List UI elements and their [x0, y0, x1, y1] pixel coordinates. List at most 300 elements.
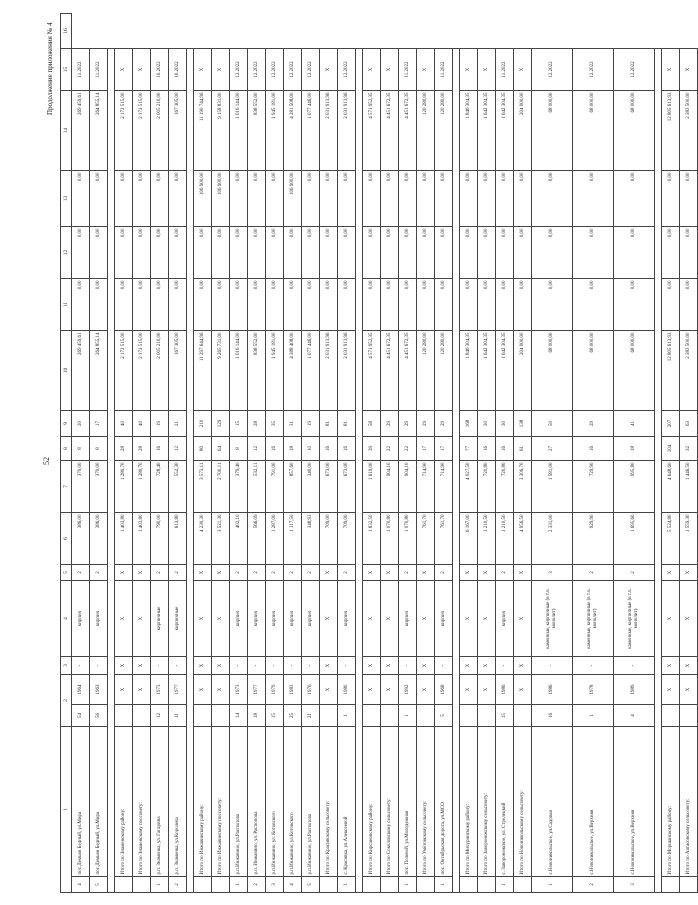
table-cell	[460, 705, 478, 727]
table-cell: -	[399, 657, 417, 675]
table-cell	[460, 877, 478, 893]
table-cell: 12.2022	[230, 49, 248, 91]
table-cell: X	[381, 565, 399, 581]
table-cell: 106 900,00	[212, 171, 230, 227]
table-cell: 8	[230, 437, 248, 461]
table-cell: р.п.Инжавино, ул.Распопова	[230, 727, 248, 877]
table-cell: X	[514, 581, 532, 657]
table-cell: 1978	[573, 675, 614, 705]
table-cell: 1 280,70	[133, 461, 151, 513]
table-cell: -	[266, 657, 284, 675]
table-cell: X	[662, 657, 680, 675]
table-cell: 0,00	[248, 279, 266, 331]
table-cell: кирпичные	[151, 581, 169, 657]
table-cell: X	[133, 657, 151, 675]
subtotal-row	[478, 14, 496, 893]
table-cell: 8	[72, 437, 90, 461]
table-cell: кирпич	[72, 581, 90, 657]
header-cell: 7	[61, 461, 72, 513]
table-cell: 12.2022	[532, 49, 573, 91]
table-cell: 370,00	[90, 461, 108, 513]
table-cell: 56	[90, 705, 108, 727]
table-cell: 3	[266, 877, 284, 893]
table-cell: 1986	[532, 675, 573, 705]
table-cell: 4 451 672,35	[381, 91, 399, 171]
table-cell: 0,00	[266, 227, 284, 279]
table-cell: 0,00	[133, 171, 151, 227]
table-cell: 12	[248, 437, 266, 461]
table-cell: 0,00	[266, 279, 284, 331]
table-cell: 1980	[338, 675, 356, 705]
table-cell: р.п.Инжавино, ул.Котовского	[284, 727, 302, 877]
table-cell	[381, 705, 399, 727]
table-cell: 0,00	[478, 171, 496, 227]
table-cell: 720,80	[496, 461, 514, 513]
table-cell: 68 000,00	[532, 331, 573, 411]
table-cell: 0,00	[460, 227, 478, 279]
table-cell: р.п.Инжавино, ул.Распопова	[302, 727, 320, 877]
table-cell: 2 172 515,00	[115, 91, 133, 171]
table-cell: X	[194, 565, 212, 581]
table-cell: 2	[72, 565, 90, 581]
table-cell: 0,00	[302, 279, 320, 331]
table-cell: 0,00	[194, 227, 212, 279]
table-cell: 4 451 672,35	[399, 91, 417, 171]
table-cell: 2 031 913,96	[338, 331, 356, 411]
header-cell: 2	[61, 675, 72, 727]
table-cell: 0,00	[212, 227, 230, 279]
table-cell	[133, 705, 151, 727]
column-number-row	[61, 14, 72, 893]
table-cell: 2	[169, 877, 187, 893]
table-cell: 5	[435, 705, 453, 727]
table-cell: 761,70	[435, 513, 453, 565]
table-cell: X	[680, 581, 698, 657]
table-cell	[514, 705, 532, 727]
table-cell: 0,00	[532, 227, 573, 279]
table-cell: 3 521,30	[212, 513, 230, 565]
table-cell: 1 070,80	[381, 513, 399, 565]
table-cell: X	[417, 565, 435, 581]
table-cell: 995,80	[614, 461, 655, 513]
spacer-row	[356, 14, 363, 893]
table-cell: кирпич	[496, 581, 514, 657]
table-row	[169, 14, 187, 893]
table-cell: 1963	[90, 675, 108, 705]
table-cell: 2	[266, 565, 284, 581]
table-cell: 3 573,11	[194, 461, 212, 513]
table-cell: 3 306,70	[514, 461, 532, 513]
table-row	[399, 14, 417, 893]
table-cell: Итого по Заворонежскому сельсовету:	[478, 727, 496, 877]
table-cell: 77	[460, 437, 478, 461]
table-cell: 68 000,00	[573, 91, 614, 171]
header-cell: 10	[61, 331, 72, 411]
table-cell: 714,90	[417, 461, 435, 513]
table-cell: с.Новоникольское, ул.Верхняя	[614, 727, 655, 877]
table-cell: X	[662, 49, 680, 91]
table-cell: 29	[573, 411, 614, 437]
table-cell: X	[460, 49, 478, 91]
table-cell: 791,00	[266, 461, 284, 513]
table-cell: 720,80	[478, 461, 496, 513]
table-cell: X	[363, 657, 381, 675]
table-cell: X	[212, 581, 230, 657]
table-cell: кирпич	[435, 581, 453, 657]
table-cell: кирпич	[90, 581, 108, 657]
table-cell: кирпич	[230, 581, 248, 657]
table-row	[230, 14, 248, 893]
table-cell: 0,00	[266, 171, 284, 227]
table-cell: 28	[248, 411, 266, 437]
table-cell: 11.2022	[72, 49, 90, 91]
table-cell: -	[169, 657, 187, 675]
table-cell: 1	[230, 877, 248, 893]
table-cell: X	[514, 675, 532, 705]
table-cell: 0,00	[662, 227, 680, 279]
table-cell: 32	[680, 437, 698, 461]
table-cell: 106 900,00	[284, 171, 302, 227]
table-cell: 0,00	[320, 227, 338, 279]
table-row	[151, 14, 169, 893]
table-cell: X	[212, 675, 230, 705]
table-cell: 729,90	[573, 461, 614, 513]
spacer-row	[187, 14, 194, 893]
spacer-cell	[356, 49, 363, 893]
table-cell: 386,00	[72, 513, 90, 565]
table-cell: 0,00	[399, 171, 417, 227]
table-cell: 0,00	[435, 279, 453, 331]
table-cell: 0,00	[662, 279, 680, 331]
appendix-caption: Продолжение приложения № 4	[46, 22, 54, 115]
table-cell: X	[514, 657, 532, 675]
table-cell: X	[662, 675, 680, 705]
table-cell: 1 846 304,35	[460, 91, 478, 171]
table-cell: Итого по Мичуринскому району:	[460, 727, 478, 877]
header-cell: 9	[61, 411, 72, 437]
table-cell: 27	[532, 437, 573, 461]
table-cell: Итого по Моршанскому району:	[662, 727, 680, 877]
table-cell: X	[460, 657, 478, 675]
table-cell: 12.2022	[614, 49, 655, 91]
spacer-row	[655, 14, 662, 893]
table-cell	[478, 705, 496, 727]
table-cell	[662, 705, 680, 727]
table-cell: 1	[338, 705, 356, 727]
table-cell	[417, 705, 435, 727]
table-cell: 2	[573, 565, 614, 581]
table-cell: 2 700,11	[212, 461, 230, 513]
table-cell: Итого по Знаменскому району:	[115, 727, 133, 877]
table-cell: 16	[573, 437, 614, 461]
table-cell	[417, 877, 435, 893]
table-cell: 1 619,00	[363, 461, 381, 513]
table-cell: 1 945 181,00	[266, 91, 284, 171]
table-cell: 0,00	[478, 279, 496, 331]
table-cell: 16	[496, 437, 514, 461]
spacer-cell	[187, 49, 194, 893]
spacer-cell	[655, 49, 662, 893]
table-cell: 0,00	[363, 227, 381, 279]
table-cell: X	[417, 581, 435, 657]
table-cell: 18	[248, 705, 266, 727]
table-cell: 18	[614, 437, 655, 461]
table-cell: 210	[194, 411, 212, 437]
table-cell: 10.2022	[151, 49, 169, 91]
table-cell: кирпич	[284, 581, 302, 657]
table-cell: 1 016 144,00	[230, 91, 248, 171]
table-cell: 0,00	[72, 227, 90, 279]
table-cell: X	[514, 565, 532, 581]
table-cell: 2 172 515,00	[133, 331, 151, 411]
table-cell: 0,00	[169, 171, 187, 227]
table-cell: 4 571 952,35	[363, 331, 381, 411]
table-cell: 25	[284, 705, 302, 727]
table-cell: пос.Демьян Бедный, ул.Мира	[90, 727, 108, 877]
table-cell: 0,00	[381, 171, 399, 227]
table-cell: 10.2022	[169, 49, 187, 91]
table-cell: 0,00	[417, 227, 435, 279]
table-cell	[478, 877, 496, 893]
table-cell: X	[662, 565, 680, 581]
table-cell: 2	[230, 565, 248, 581]
table-cell: кирпич	[399, 581, 417, 657]
table-cell: 29	[435, 411, 453, 437]
table-cell: -	[248, 657, 266, 675]
table-cell	[514, 877, 532, 893]
table-cell: 0,00	[363, 171, 381, 227]
table-cell: 39	[363, 437, 381, 461]
table-cell: кирпич	[248, 581, 266, 657]
table-cell: X	[478, 675, 496, 705]
table-cell: 4	[614, 705, 655, 727]
table-cell: X	[460, 581, 478, 657]
table-cell: 0,00	[399, 227, 417, 279]
table-cell: 28	[133, 437, 151, 461]
table-cell: кирпич	[302, 581, 320, 657]
table-cell	[680, 705, 698, 727]
table-cell: 4 388 408,00	[284, 331, 302, 411]
table-cell: 2 383 500,00	[680, 331, 698, 411]
table-cell: 0,00	[230, 279, 248, 331]
header-cell: 8	[61, 437, 72, 461]
table-cell: 348,93	[302, 513, 320, 565]
table-cell: Итого по Красивскому сельсовету:	[320, 727, 338, 877]
table-cell: 12.2022	[284, 49, 302, 91]
table-cell: 0,00	[573, 279, 614, 331]
table-cell: -	[573, 657, 614, 675]
table-cell: 21	[302, 705, 320, 727]
table-cell: каменные, кирпичные (в т.ч. монолит)	[573, 581, 614, 657]
table-cell: 0,00	[212, 279, 230, 331]
table-cell: -	[151, 657, 169, 675]
table-cell: 673,00	[338, 461, 356, 513]
table-cell: -	[302, 657, 320, 675]
table-cell: Итого по Инжавинскому району:	[194, 727, 212, 877]
table-cell: с.Новоникольское, ул.Садовая	[532, 727, 573, 877]
table-cell: 5	[302, 877, 320, 893]
table-cell: 0,00	[460, 171, 478, 227]
table-cell: 0,00	[302, 171, 320, 227]
table-cell: 15	[230, 411, 248, 437]
table-cell: Итого по Соколовскому сельсовету:	[381, 727, 399, 877]
table-cell: 120 280,00	[417, 91, 435, 171]
subtotal-row	[460, 14, 478, 893]
table-cell: 1 832,50	[363, 513, 381, 565]
table-cell: 19	[302, 411, 320, 437]
table-cell: каменные, кирпичные (в т.ч. монолит)	[614, 581, 655, 657]
table-cell: р.п. Знаменка, ул. Гагарина	[151, 727, 169, 877]
table-cell: X	[460, 565, 478, 581]
spacer-row	[453, 14, 460, 893]
table-row	[614, 14, 655, 893]
table-cell: 22	[381, 437, 399, 461]
subtotal-row	[133, 14, 151, 893]
table-cell: 1	[496, 877, 514, 893]
table-cell: 0,00	[338, 227, 356, 279]
table-cell: 17	[90, 411, 108, 437]
table-cell: 4 451 672,35	[381, 331, 399, 411]
table-cell: 790,00	[151, 513, 169, 565]
table-cell: пос. Октябрьская дорога, ул.МСО	[435, 727, 453, 877]
table-cell: 21	[169, 411, 187, 437]
table-cell: 0,00	[496, 279, 514, 331]
table-cell: 0,00	[399, 279, 417, 331]
table-cell: 9 265 731,00	[212, 331, 230, 411]
table-cell: 58	[363, 411, 381, 437]
header-cell: 14	[61, 91, 72, 171]
table-cell: 16	[532, 705, 573, 727]
table-cell: X	[320, 675, 338, 705]
table-cell: 2	[151, 565, 169, 581]
table-cell: 0,00	[72, 171, 90, 227]
table-cell: 204 000,00	[514, 91, 532, 171]
table-cell: 370,00	[72, 461, 90, 513]
table-cell: 9 158 831,00	[212, 91, 230, 171]
table-cell: 20	[72, 411, 90, 437]
table-cell: 1973	[151, 675, 169, 705]
table-cell: X	[381, 49, 399, 91]
table-cell: 63	[680, 411, 698, 437]
table-cell: 0,00	[115, 171, 133, 227]
table-cell: 167 305,00	[169, 331, 187, 411]
table-cell: -	[90, 657, 108, 675]
table-cell: 0,00	[417, 171, 435, 227]
table-cell: 68 000,00	[614, 91, 655, 171]
table-cell: 379,40	[230, 461, 248, 513]
table-cell: 1989	[614, 675, 655, 705]
table-cell: 1977	[248, 675, 266, 705]
subtotal-row	[194, 14, 212, 893]
table-cell: 29	[399, 411, 417, 437]
table-cell: X	[478, 565, 496, 581]
table-row	[72, 14, 90, 893]
table-cell: 1 642 304,35	[478, 91, 496, 171]
table-cell: 1 210,50	[478, 513, 496, 565]
table-cell: 0,00	[90, 227, 108, 279]
table-cell: 11.2022	[435, 49, 453, 91]
table-cell: 120 280,00	[435, 331, 453, 411]
table-cell	[115, 877, 133, 893]
table-cell: 1 642 304,35	[496, 91, 514, 171]
table-cell: 1	[151, 877, 169, 893]
table-cell: 168	[460, 411, 478, 437]
table-cell: 0,00	[248, 171, 266, 227]
table-cell: 12 805 613,93	[662, 91, 680, 171]
table-cell: Итого по Знаменскому поссовету:	[133, 727, 151, 877]
table-cell: 904,10	[381, 461, 399, 513]
table-cell	[194, 877, 212, 893]
table-cell: 2 331,00	[532, 513, 573, 565]
table-cell	[320, 705, 338, 727]
table-cell: -	[614, 657, 655, 675]
table-cell	[133, 877, 151, 893]
table-cell: 0,00	[573, 171, 614, 227]
table-cell: X	[133, 581, 151, 657]
table-cell: 709,00	[338, 513, 356, 565]
table-cell: 29	[417, 411, 435, 437]
subtotal-row	[381, 14, 399, 893]
table-cell: 1	[399, 705, 417, 727]
table-cell: кирпичные	[169, 581, 187, 657]
table-cell: 2 031 913,96	[320, 331, 338, 411]
table-cell: 8	[90, 437, 108, 461]
table-cell: 904,10	[399, 461, 417, 513]
table-cell: 714,90	[435, 461, 453, 513]
table-row	[573, 14, 614, 893]
subtotal-row	[417, 14, 435, 893]
table-cell: 340,00	[302, 461, 320, 513]
table-cell: X	[133, 49, 151, 91]
table-cell: 4 571 952,35	[363, 91, 381, 171]
table-cell: с.Новоникольское, ул.Верхняя	[573, 727, 614, 877]
table-cell: 1 695,60	[614, 513, 655, 565]
table-cell: -	[435, 657, 453, 675]
header-cell: 12	[61, 227, 72, 279]
table-cell: 81	[338, 411, 356, 437]
table-cell: 264 855,14	[90, 91, 108, 171]
table-cell: 129	[212, 411, 230, 437]
table-cell: 1 403,80	[133, 513, 151, 565]
table-cell: 2 383 500,00	[680, 91, 698, 171]
table-cell: 2 005 210,00	[151, 91, 169, 171]
table-cell: 1	[338, 877, 356, 893]
table-cell: 1973	[230, 675, 248, 705]
table-cell: X	[417, 657, 435, 675]
table-cell: 0,00	[614, 171, 655, 227]
table-cell: 1 117,50	[284, 513, 302, 565]
table-cell: 81	[320, 411, 338, 437]
table-cell	[662, 877, 680, 893]
table-cell	[194, 705, 212, 727]
table-cell: 4 451 672,35	[399, 331, 417, 411]
table-cell: 0,00	[532, 171, 573, 227]
table-cell: р.п. Знаменка, ул.Королева	[169, 727, 187, 877]
table-cell: -	[72, 657, 90, 675]
table-cell: X	[212, 657, 230, 675]
table-cell: 2 172 515,00	[115, 331, 133, 411]
table-row	[248, 14, 266, 893]
table-cell: 613,80	[169, 513, 187, 565]
table-row	[90, 14, 108, 893]
table-cell: X	[320, 565, 338, 581]
table-cell: X	[320, 49, 338, 91]
header-cell: 16	[61, 14, 72, 49]
table-cell: 1 642 304,35	[478, 331, 496, 411]
table-cell: -	[338, 657, 356, 675]
table-cell: 0,00	[320, 279, 338, 331]
table-cell: 0,00	[72, 279, 90, 331]
